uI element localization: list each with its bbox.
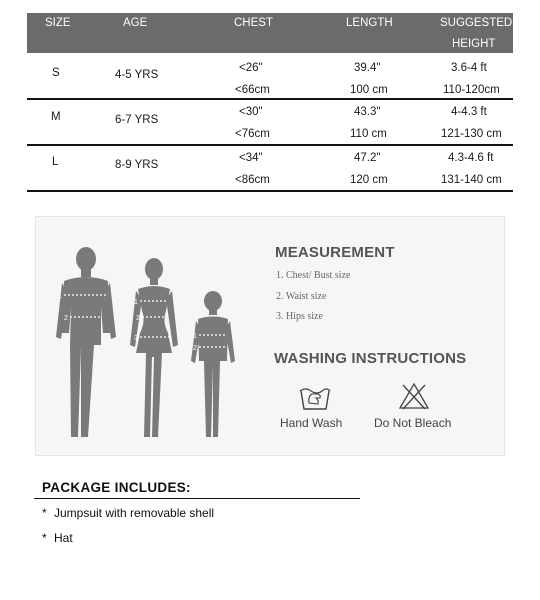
height-cm-cell: 110-120cm	[443, 84, 500, 96]
do-not-bleach-icon	[397, 381, 431, 411]
table-row	[27, 100, 513, 146]
height-cm-cell: 121-130 cm	[441, 128, 502, 140]
height-ft-cell: 4.3-4.6 ft	[448, 152, 494, 164]
header-height-line2: HEIGHT	[452, 38, 496, 50]
measurement-item: 1. Chest/ Bust size	[276, 270, 351, 281]
chest-in-cell: <26"	[239, 62, 263, 74]
length-cm-cell: 110 cm	[350, 128, 387, 140]
header-size: SIZE	[45, 17, 71, 29]
length-in-cell: 39.4"	[354, 62, 381, 74]
age-cell: 6-7 YRS	[115, 114, 159, 126]
age-cell: 4-5 YRS	[115, 69, 159, 81]
age-cell: 8-9 YRS	[115, 159, 159, 171]
adult-female-figure	[130, 258, 178, 437]
figure-marker: 2	[136, 315, 140, 322]
hand-wash-icon	[298, 383, 332, 411]
package-divider	[34, 498, 360, 499]
bullet-marker: *	[42, 506, 47, 520]
length-cm-cell: 100 cm	[350, 84, 388, 96]
size-cell: S	[52, 67, 60, 79]
figure-marker: 2	[193, 345, 197, 352]
header-length: LENGTH	[346, 17, 393, 29]
length-in-cell: 47.2"	[354, 152, 381, 164]
hand-wash-label: Hand Wash	[280, 416, 343, 430]
figure-marker: 2	[64, 315, 68, 322]
table-row	[27, 53, 513, 100]
figure-marker: 1	[58, 293, 62, 300]
body-figures-illustration	[48, 237, 238, 447]
header-height-line1: SUGGESTED	[440, 17, 513, 29]
header-age: AGE	[123, 17, 148, 29]
package-item-label: Hat	[54, 531, 73, 545]
bullet-marker: *	[42, 531, 47, 545]
size-cell: L	[52, 156, 59, 168]
measurement-title: MEASUREMENT	[275, 244, 395, 261]
table-row	[27, 146, 513, 192]
chest-in-cell: <30"	[239, 106, 263, 118]
size-cell: M	[51, 111, 61, 123]
length-cm-cell: 120 cm	[350, 174, 388, 186]
do-not-bleach-label: Do Not Bleach	[374, 416, 452, 430]
adult-male-figure	[56, 247, 116, 437]
length-in-cell: 43.3"	[354, 106, 381, 118]
measurement-item: 3. Hips size	[276, 311, 323, 322]
chest-in-cell: <34"	[239, 152, 263, 164]
chest-cm-cell: <76cm	[235, 128, 270, 140]
size-chart-table	[27, 13, 513, 192]
figure-marker: 1	[134, 299, 138, 306]
height-ft-cell: 3.6-4 ft	[451, 62, 487, 74]
figure-marker: 3	[134, 335, 138, 342]
package-item-label: Jumpsuit with removable shell	[54, 506, 215, 520]
figure-marker: 1	[193, 333, 197, 340]
child-figure	[191, 291, 235, 437]
measurement-panel	[35, 216, 505, 456]
package-title: PACKAGE INCLUDES:	[42, 480, 191, 495]
table-header	[27, 13, 513, 53]
height-ft-cell: 4-4.3 ft	[451, 106, 487, 118]
washing-title: WASHING INSTRUCTIONS	[274, 350, 467, 367]
chest-cm-cell: <66cm	[235, 84, 270, 96]
package-item	[42, 506, 214, 520]
package-item	[42, 531, 73, 545]
chest-cm-cell: <86cm	[235, 174, 270, 186]
header-chest: CHEST	[234, 17, 273, 29]
measurement-item: 2. Waist size	[276, 291, 327, 302]
height-cm-cell: 131-140 cm	[441, 174, 502, 186]
